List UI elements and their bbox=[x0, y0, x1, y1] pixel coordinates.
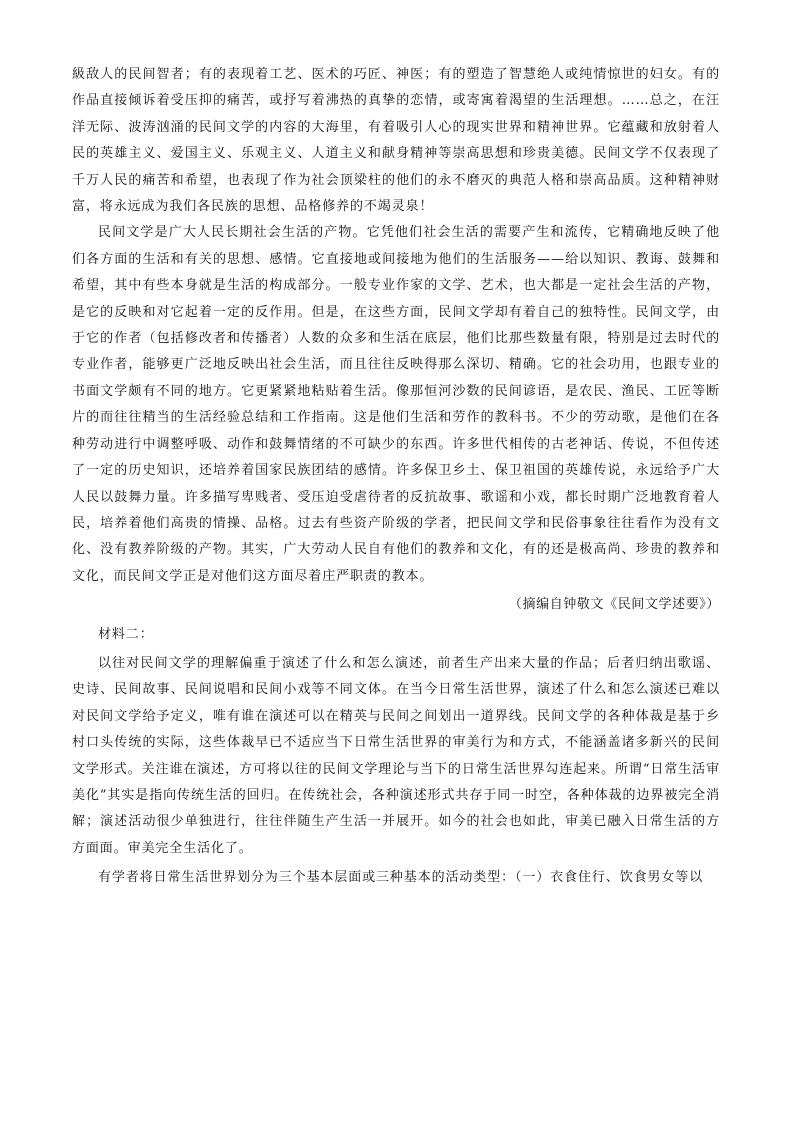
paragraph-folk-literature-product: 民间文学是广大人民长期社会生活的产物。它凭他们社会生活的需要产生和流传，它精确地反映了他们各方面的生活和有关的思想、感情。它直接地或间接地为他们的生活服务——给以知识、教诲、鼓舞和希望，其中有些本身就是生活的构成部分。一般专业作家的文学、艺术，也大都是一定社会生活的产物，是它的反映和对它起着一定的反作用。但是，在这些方面，民间文学却有着自己的独特性。民间文学，由于它的作者（包括修改者和传播者）人数的众多和生活在底层，他们比那些数量有限，特别是过去时代的专业作者，能够更广泛地反映出社会生活，而且往往反映得那么深切、精确。它的社会功用，也跟专业的书面文学颇有不同的地方。它更紧紧地粘贴着生活。像那恒河沙数的民间谚语，是农民、渔民、工匠等断片的而往往精当的生活经验总结和工作指南。这是他们生活和劳作的教科书。不少的劳动歌，是他们在各种劳动进行中调整呼吸、动作和鼓舞情绪的不可缺少的东西。许多世代相传的古老神话、传说，不但传述了一定的历史知识，还培养着国家民族团结的感情。许多保卫乡土、保卫祖国的英雄传说，永远给予广大人民以鼓舞力量。许多描写卑贱者、受压迫受虐待者的反抗故事、歌谣和小戏，都长时期广泛地教育着人民，培养着他们高贵的情操、品格。过去有些资产阶级的学者，把民间文学和民俗事象往往看作为没有文化、没有教养阶级的产物。其实，广大劳动人民自有他们的教养和文化，有的还是极高尚、珍贵的教养和文化，而民间文学正是对他们这方面尽着庄严职责的教本。 bbox=[72, 225, 720, 584]
material-two-heading: 材料二： bbox=[98, 626, 154, 642]
source-citation: （摘编自钟敬文《民间文学述要》） bbox=[508, 597, 720, 613]
paragraph-daily-life-levels: 有学者将日常生活世界划分为三个基本层面或三种基本的活动类型：（一）衣食住行、饮食男女等以 bbox=[98, 870, 704, 886]
document-page bbox=[72, 62, 720, 892]
paragraph-material-two: 以往对民间文学的理解偏重于演述了什么和怎么演述，前者生产出来大量的作品；后者归纳出歌谣、史诗、民间故事、民间说唱和民间小戏等不同文体。在当今日常生活世界，演述了什么和怎么演述已难以对民间文学给予定义，唯有谁在演述可以在精英与民间之间划出一道界线。民间文学的各种体裁是基于乡村口头传统的实际，这些体裁早已不适应当下日常生活世界的审美行为和方式，不能涵盖诸多新兴的民间文学形式。关注谁在演述，方可将以往的民间文学理论与当下的日常生活世界勾连起来。所谓“日常生活审美化”其实是指向传统生活的回归。在传统社会，各种演述形式共存于同一时空，各种体裁的边界被完全消解；演述活动很少单独进行，往往伴随生产生活一并展开。如今的社会也如此，审美已融入日常生活的方方面面。审美完全生活化了。 bbox=[72, 655, 720, 856]
paragraph-continuation: 級敌人的民间智者；有的表现着工艺、医术的巧匠、神医；有的塑造了智慧绝人或纯情惊世的妇女。有的作品直接倾诉着受压抑的痛苦，或抒写着沸热的真挚的恋情，或寄寓着渴望的生活理想。……总之，在汪洋无际、波涛汹涌的民间文学的内容的大海里，有着吸引人心的现实世界和精神世界。它蕴藏和放射着人民的英雄主义、爱国主义、乐观主义、人道主义和献身精神等崇高思想和珍贵美德。民间文学不仅表现了千万人民的痛苦和希望，也表现了作为社会顶梁柱的他们的永不磨灭的典范人格和崇高品质。这种精神财富，将永远成为我们各民族的思想、品格修养的不竭灵泉！ bbox=[72, 67, 720, 215]
